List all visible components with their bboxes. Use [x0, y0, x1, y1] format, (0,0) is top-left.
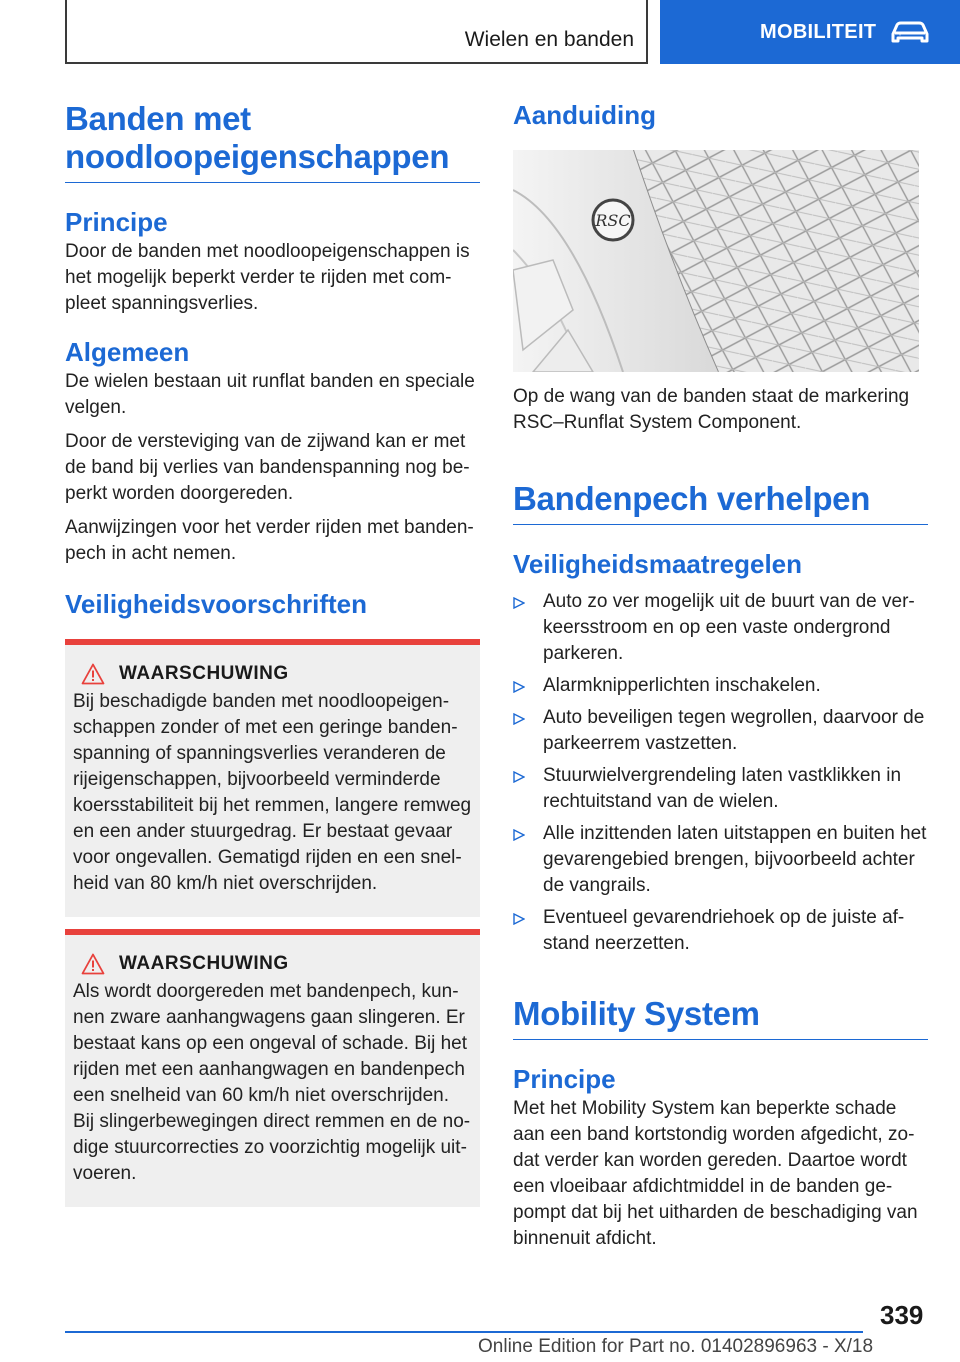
- aanduiding-caption: Op de wang van de banden staat de markering RSC–Runflat System Component.: [513, 386, 910, 433]
- triangle-right-icon: [513, 771, 525, 783]
- warning-triangle-icon: [81, 953, 105, 975]
- triangle-right-icon: [513, 713, 525, 725]
- right-column: [513, 100, 928, 1252]
- tire-illustration: [513, 150, 928, 372]
- warning-title: WAARSCHUWING: [119, 953, 289, 974]
- list-item-text: Auto beveiligen tegen wegrollen, daarvoor de parkeerrem vastzetten.: [543, 707, 925, 754]
- warning-triangle-icon: [81, 663, 105, 685]
- list-item-text: Alarmknipperlichten inschakelen.: [543, 675, 821, 696]
- list-item: [513, 705, 928, 757]
- algemeen-paragraph: De wielen bestaan uit runflat banden en speciale velgen.: [65, 371, 475, 418]
- list-item: [513, 673, 928, 699]
- car-icon: [890, 20, 930, 49]
- list-item-text: Alle inzittenden laten uitstappen en buiten het gevarengebied brengen, bijvoorbeeld achter de vangrails.: [543, 823, 927, 896]
- warning-box: [65, 639, 480, 917]
- list-item-text: Eventueel gevarendriehoek op de juiste afstand neerzetten.: [543, 907, 905, 954]
- list-item-text: Stuurwielvergrendeling laten vastklikken in rechtuitstand van de wielen.: [543, 765, 902, 812]
- algemeen-paragraph: Door de versteviging van de zijwand kan er met de band bij verlies van bandenspanning nog beperkt worden doorgereden.: [65, 431, 470, 504]
- header-chapter-tab[interactable]: [660, 0, 960, 64]
- list-item: [513, 763, 928, 815]
- triangle-right-icon: [513, 597, 525, 609]
- heading-algemeen: Algemeen: [65, 337, 190, 367]
- warning-text: Als wordt doorgereden met bandenpech, kunnen zware aanhangwagens gaan slingeren. Er bestaat kans op een ongeval of schade. Bij het rijden met een aanhangwagen en bandenpech een snelheid van 60 km/h niet overschrijden. Bij slingerbewegingen direct remmen en de nodige stuurcorrecties zo voorzichtig mogelijk uitvoeren.: [73, 981, 471, 1184]
- heading-aanduiding: Aanduiding: [513, 100, 656, 130]
- section-title-mobility-system: Mobility System: [513, 995, 928, 1040]
- warning-box: [65, 929, 480, 1207]
- list-item-text: Auto zo ver mogelijk uit de buurt van de verkeersstroom en op een vaste ondergrond parkeren.: [543, 591, 915, 664]
- section-title-runflat: Banden met noodloopeigenschappen: [65, 100, 480, 183]
- svg-text:RSC: RSC: [595, 211, 631, 230]
- heading-principe-mobility: Principe: [513, 1064, 616, 1094]
- warning-title: WAARSCHUWING: [119, 663, 289, 684]
- header-section-box: [65, 0, 648, 64]
- warning-text: Bij beschadigde banden met noodloopeigenschappen zonder of met een geringe bandenspanning of spanningsverlies veranderen de rijeigenschappen, bijvoorbeeld verminderde koersstabiliteit bij het remmen, langere remweg en een ander stuurgedrag. Er bestaat gevaar voor ongevallen. Gematigd rijden en een snelheid van 80 km/h niet overschrijden.: [73, 691, 472, 894]
- footer-edition: Online Edition for Part no. 01402896963 - X/18: [478, 1336, 874, 1357]
- heading-veiligheidsmaatregelen: Veiligheidsmaatregelen: [513, 549, 803, 579]
- triangle-right-icon: [513, 681, 525, 693]
- list-item: [513, 821, 928, 899]
- triangle-right-icon: [513, 913, 525, 925]
- footer-divider: [65, 1331, 863, 1333]
- mobility-principe-text: Met het Mobility System kan beperkte schade aan een band kortstondig worden afgedicht, zodat verder kan worden gereden. Daartoe wordt een vloeibaar afdichtmiddel in de banden gepompt dat bij het uitharden de beschadiging van binnenuit afdicht.: [513, 1098, 918, 1249]
- header-chapter-label: MOBILITEIT: [760, 20, 877, 43]
- principe-text: Door de banden met noodloopeigenschappen is het mogelijk beperkt verder te rijden met compleet spanningsverlies.: [65, 241, 470, 314]
- section-title-bandenpech: Bandenpech verhelpen: [513, 480, 928, 525]
- safety-steps-list: [513, 589, 928, 957]
- rsc-tire-image: [513, 150, 919, 372]
- header-section-title: Wielen en banden: [464, 28, 634, 51]
- list-item: [513, 589, 928, 667]
- list-item: [513, 905, 928, 957]
- heading-principe: Principe: [65, 207, 168, 237]
- triangle-right-icon: [513, 829, 525, 841]
- algemeen-paragraph: Aanwijzingen voor het verder rijden met bandenpech in acht nemen.: [65, 517, 474, 564]
- heading-veiligheidsvoorschriften: Veiligheidsvoorschriften: [65, 589, 367, 619]
- page-number: 339: [880, 1300, 924, 1330]
- left-column: [65, 100, 480, 1207]
